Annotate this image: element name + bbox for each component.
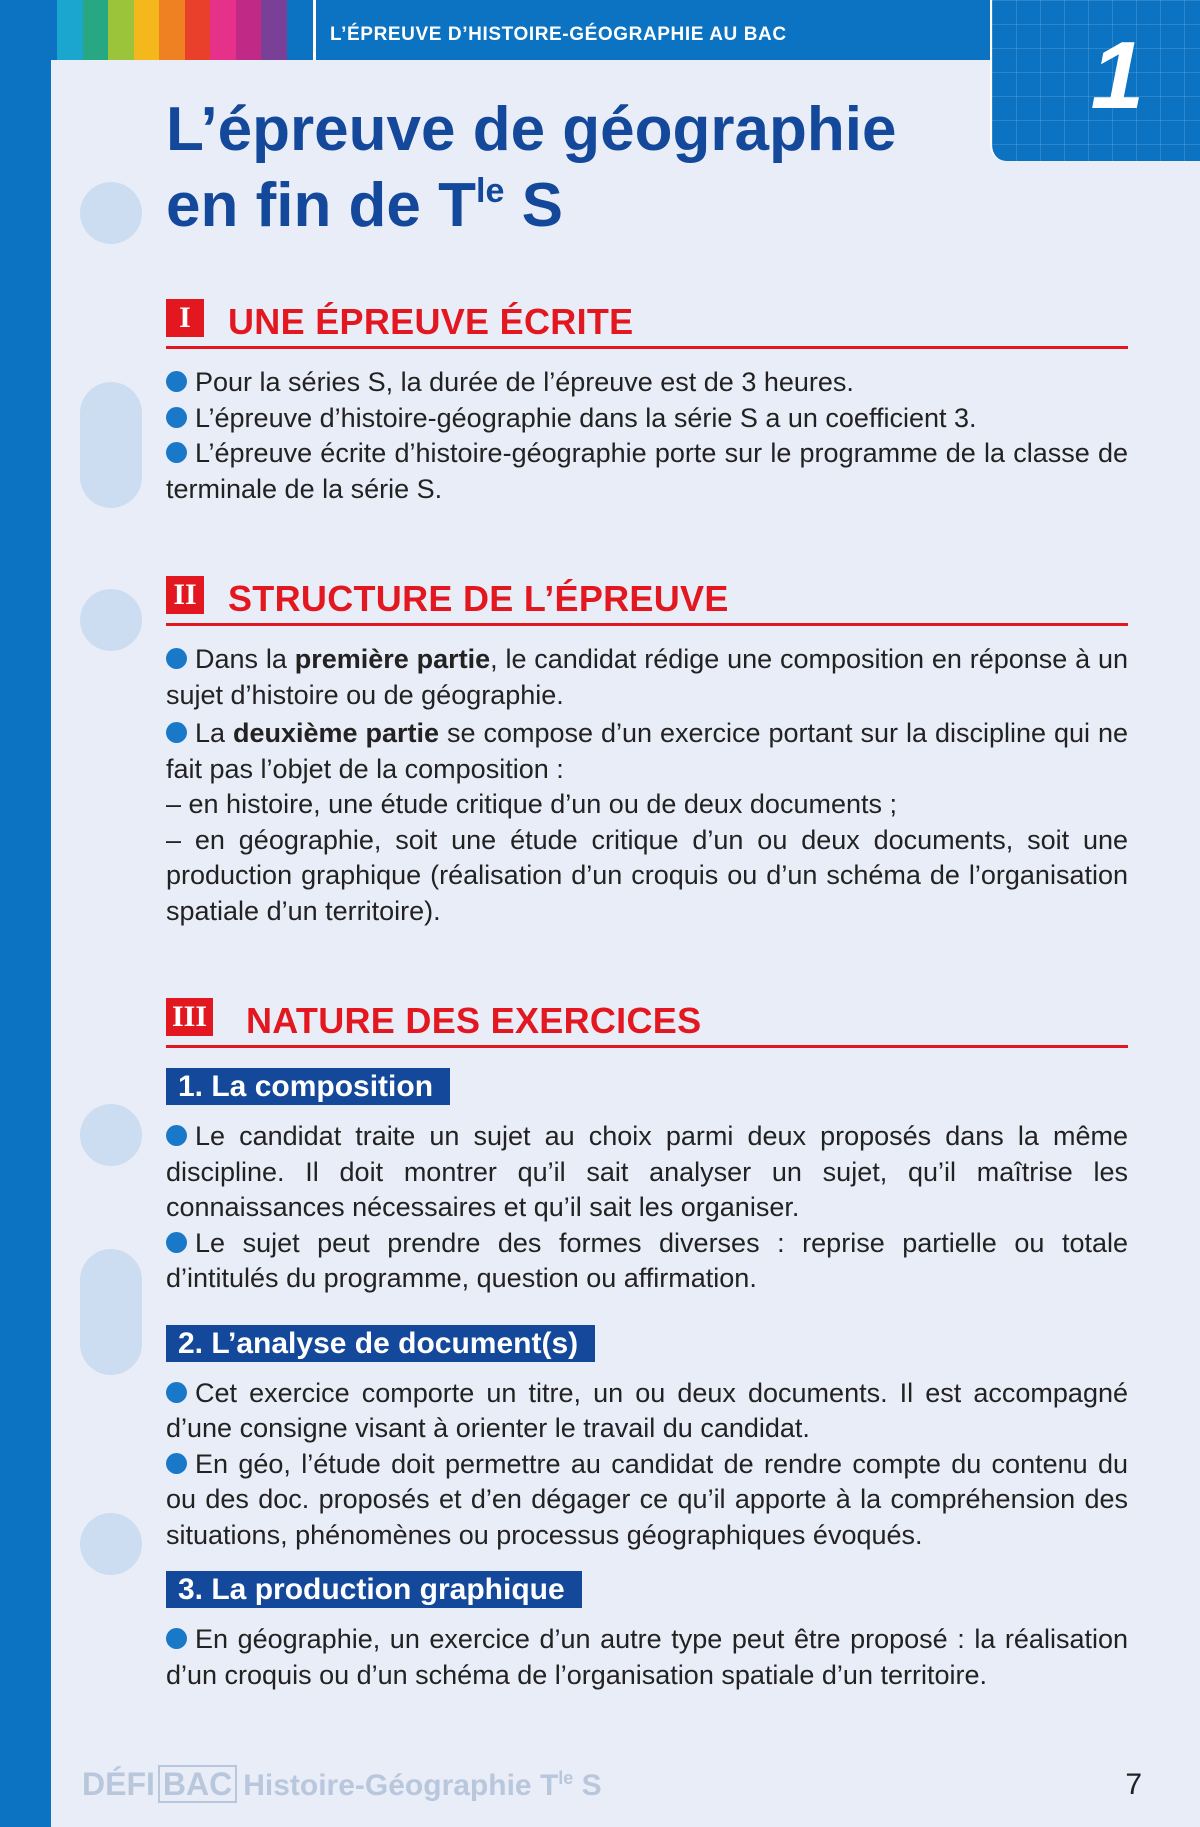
bullet-icon	[166, 371, 187, 392]
section-epreuve-ecrite	[166, 298, 1128, 507]
title-line-1: L’épreuve de géographie	[166, 95, 897, 164]
binder-hole	[80, 382, 142, 508]
bullet-icon	[166, 407, 187, 428]
section-heading	[166, 298, 1128, 349]
color-strip-segment	[108, 0, 134, 60]
bullet-icon	[166, 722, 187, 743]
section-nature-exercices	[166, 997, 1128, 1693]
bullet-text: Le sujet peut prendre des formes diverses : reprise partielle ou totale d’intitulés du programme, question ou affirmation.	[166, 1227, 1128, 1293]
binder-hole	[80, 182, 142, 244]
title-superscript: le	[476, 172, 505, 210]
bold-term: deuxième partie	[233, 718, 440, 748]
bullet-paragraph	[166, 642, 1128, 713]
color-strip-segment	[159, 0, 185, 60]
header-divider	[313, 0, 316, 60]
subsection-heading: 3. La production graphique	[166, 1571, 582, 1608]
binder-hole	[80, 1249, 142, 1375]
section-heading	[166, 997, 1128, 1048]
bullet-icon	[166, 1125, 187, 1146]
color-strip-segment	[134, 0, 160, 60]
bullet-paragraph	[166, 436, 1128, 507]
bullet-text: Pour la séries S, la durée de l’épreuve est de 3 heures.	[195, 367, 854, 397]
bullet-text: L’épreuve d’histoire-géographie dans la série S a un coefficient 3.	[195, 402, 977, 433]
section-numeral: III	[166, 998, 213, 1036]
section-structure	[166, 575, 1128, 929]
running-title: L’ÉPREUVE D’HISTOIRE-GÉOGRAPHIE AU BAC	[330, 24, 787, 45]
section-title: UNE ÉPREUVE ÉCRITE	[228, 301, 634, 342]
subsection-heading: 1. La composition	[166, 1068, 450, 1105]
bullet-text: En géo, l’étude doit permettre au candidat de rendre compte du contenu du ou des doc. proposés et d’en dégager ce qu’il apporte à la compréhension des situations, phénomènes ou processus géographiques évoqués.	[166, 1448, 1128, 1550]
bullet-paragraph	[166, 1119, 1128, 1226]
binder-hole	[80, 1513, 142, 1575]
footer-subject	[243, 1769, 601, 1802]
bullet-paragraph	[166, 365, 1128, 401]
section-title: STRUCTURE DE L’ÉPREUVE	[228, 578, 729, 619]
page-title	[166, 92, 896, 244]
bullet-paragraph	[166, 1622, 1128, 1693]
subsection-heading: 2. L’analyse de document(s)	[166, 1325, 595, 1362]
bullet-icon	[166, 1382, 187, 1403]
chapter-number: 1	[1090, 22, 1144, 129]
bullet-text: Le candidat traite un sujet au choix parmi deux proposés dans la même discipline. Il doit montrer qu’il sait analyser un sujet, qu’il maîtrise les connaissances nécessaires et qu’il sait les organiser.	[166, 1121, 1128, 1222]
dash-item: – en géographie, soit une étude critique d’un ou deux documents, soit une production graphique (réalisation d’un croquis ou d’un schéma de l’organisation spatiale d’un territoire).	[166, 824, 1128, 926]
bullet-icon	[166, 648, 187, 669]
title-line-2-prefix: en fin de T	[166, 171, 476, 240]
color-strip-segment	[261, 0, 287, 60]
bullet-icon	[166, 1453, 187, 1474]
subject-suffix: S	[573, 1769, 602, 1802]
binder-hole	[80, 1104, 142, 1166]
subject-text: Histoire-Géographie T	[243, 1769, 559, 1802]
brand-defi: DÉFI	[82, 1766, 155, 1802]
chapter-tab	[990, 0, 1200, 161]
subsection-analyse	[166, 1325, 1128, 1554]
section-heading	[166, 575, 1128, 626]
section-numeral: I	[166, 299, 204, 337]
color-strip	[57, 0, 287, 60]
bold-term: première partie	[294, 644, 491, 674]
dash-item: – en histoire, une étude critique d’un ou de deux documents ;	[166, 789, 897, 819]
left-margin-band	[0, 0, 51, 1827]
text-run: , le candidat rédige une composition en réponse à un sujet d’histoire ou de géographie.	[166, 644, 1128, 710]
title-line-2-suffix: S	[504, 171, 563, 240]
subsection-composition	[166, 1068, 1128, 1297]
bullet-text: L’épreuve écrite d’histoire-géographie porte sur le programme de la classe de terminale de la série S.	[166, 438, 1128, 504]
footer-brand	[82, 1765, 602, 1803]
brand-bac: BAC	[158, 1765, 237, 1803]
subject-superscript: le	[558, 1768, 574, 1788]
section-title: NATURE DES EXERCICES	[246, 1000, 702, 1041]
bullet-paragraph	[166, 1226, 1128, 1297]
binder-hole	[80, 589, 142, 651]
bullet-text: Cet exercice comporte un titre, un ou deux documents. Il est accompagné d’une consigne visant à orienter le travail du candidat.	[166, 1377, 1128, 1443]
text-run: La	[195, 718, 233, 748]
color-strip-segment	[236, 0, 262, 60]
subsection-production	[166, 1571, 1128, 1693]
bullet-icon	[166, 1628, 187, 1649]
color-strip-segment	[185, 0, 211, 60]
bullet-text: En géographie, un exercice d’un autre type peut être proposé : la réalisation d’un croquis ou d’un schéma de l’organisation spatiale d’un territoire.	[166, 1624, 1128, 1690]
color-strip-segment	[83, 0, 109, 60]
section-numeral: II	[166, 576, 204, 614]
color-strip-segment	[57, 0, 83, 60]
text-run: Dans la	[195, 644, 295, 674]
bullet-paragraph	[166, 1447, 1128, 1554]
bullet-paragraph	[166, 716, 1128, 787]
page-number: 7	[1125, 1768, 1142, 1801]
bullet-paragraph	[166, 401, 1128, 437]
color-strip-segment	[210, 0, 236, 60]
bullet-icon	[166, 1232, 187, 1253]
text-run: se compose d’un exercice portant sur la discipline qui ne fait pas l’objet de la composition :	[166, 718, 1128, 784]
bullet-icon	[166, 442, 187, 463]
bullet-paragraph	[166, 1376, 1128, 1447]
